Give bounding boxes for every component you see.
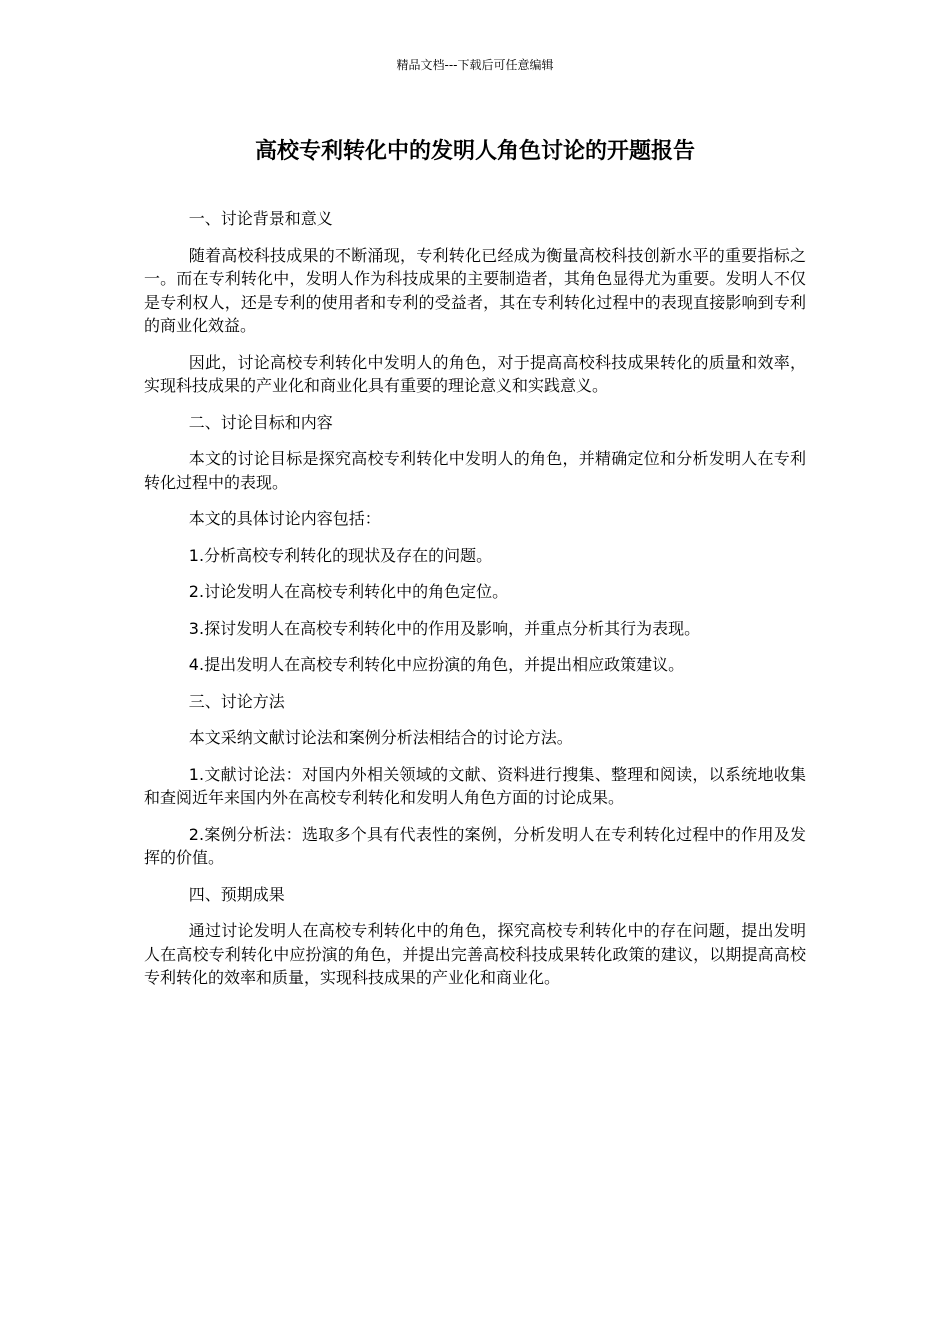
page-header: 精品文档---下载后可任意编辑 — [396, 58, 554, 72]
document-body — [144, 207, 806, 1003]
list-item-content-1: 1.分析高校专利转化的现状及存在的问题。 — [188, 545, 493, 565]
section-heading-goals: 二、讨论目标和内容 — [188, 412, 333, 432]
section-heading-methods: 三、讨论方法 — [188, 691, 285, 711]
paragraph-methods-intro: 本文采纳文献讨论法和案例分析法相结合的讨论方法。 — [188, 728, 573, 747]
list-item-content-3: 3.探讨发明人在高校专利转化中的作用及影响，并重点分析其行为表现。 — [188, 618, 701, 638]
paragraph-significance: 因此，讨论高校专利转化中发明人的角色，对于提高高校科技成果转化的质量和效率，实现科技成果的产业化和商业化具有重要的理论意义和实践意义。 — [144, 352, 806, 395]
document-title: 高校专利转化中的发明人角色讨论的开题报告 — [254, 139, 695, 164]
paragraph-outcomes: 通过讨论发明人在高校专利转化中的角色，探究高校专利转化中的存在问题，提出发明人在高校专利转化中应扮演的角色，并提出完善高校科技成果转化政策的建议，以期提高高校专利转化的效率和质量，实现科技成果的产业化和商业化。 — [144, 921, 806, 987]
list-item-content-4: 4.提出发明人在高校专利转化中应扮演的角色，并提出相应政策建议。 — [188, 655, 685, 674]
list-item-method-2: 2.案例分析法：选取多个具有代表性的案例，分析发明人在专利转化过程中的作用及发挥的价值。 — [144, 824, 806, 867]
list-item-method-1: 1.文献讨论法：对国内外相关领域的文献、资料进行搜集、整理和阅读，以系统地收集和查阅近年来国内外在高校专利转化和发明人角色方面的讨论成果。 — [144, 764, 806, 807]
paragraph-goals: 本文的讨论目标是探究高校专利转化中发明人的角色，并精确定位和分析发明人在专利转化过程中的表现。 — [144, 449, 806, 492]
paragraph-content-intro: 本文的具体讨论内容包括： — [188, 509, 381, 528]
paragraph-background: 随着高校科技成果的不断涌现，专利转化已经成为衡量高校科技创新水平的重要指标之一。而在专利转化中，发明人作为科技成果的主要制造者，其角色显得尤为重要。发明人不仅是专利权人，还是专利的使用者和专利的受益者，其在专利转化过程中的表现直接影响到专利的商业化效益。 — [144, 245, 806, 335]
section-heading-outcomes: 四、预期成果 — [188, 884, 285, 904]
list-item-content-2: 2.讨论发明人在高校专利转化中的角色定位。 — [188, 582, 509, 601]
section-heading-background: 一、讨论背景和意义 — [188, 209, 333, 228]
